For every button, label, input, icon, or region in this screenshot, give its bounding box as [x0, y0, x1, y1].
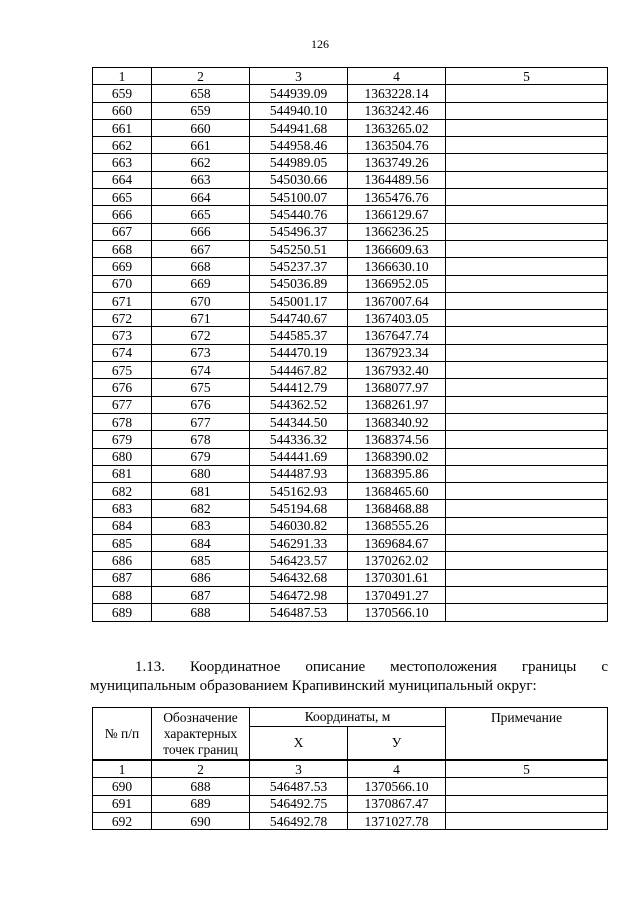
table-row: [93, 206, 608, 223]
table-cell: 1368468.88: [348, 500, 446, 517]
table-cell: 546030.82: [250, 517, 348, 534]
table-row: [93, 795, 608, 812]
table-cell: [446, 569, 608, 586]
table-cell: [446, 812, 608, 829]
table-cell: 545496.37: [250, 223, 348, 240]
table-cell: 672: [93, 310, 152, 327]
table-cell: 546492.78: [250, 812, 348, 829]
table-row: [93, 431, 608, 448]
boundary-coordinates-table: [92, 707, 608, 830]
table-cell: [446, 292, 608, 309]
table-cell: 544940.10: [250, 102, 348, 119]
table-cell: 678: [93, 413, 152, 430]
table-cell: 685: [93, 535, 152, 552]
table-cell: 1364489.56: [348, 171, 446, 188]
column-number-row: [93, 68, 608, 85]
table-cell: 690: [93, 778, 152, 795]
table-row: [93, 344, 608, 361]
table-cell: 544470.19: [250, 344, 348, 361]
table-cell: 1: [93, 68, 152, 85]
table-cell: 667: [152, 240, 250, 257]
table-cell: 1368374.56: [348, 431, 446, 448]
table-row: [93, 119, 608, 136]
header-designation-line: точек границ: [163, 741, 238, 757]
table-cell: 664: [93, 171, 152, 188]
table-row: [93, 586, 608, 603]
table-cell: [446, 85, 608, 102]
table-cell: 688: [152, 604, 250, 621]
table-cell: 4: [348, 68, 446, 85]
table-row: [93, 535, 608, 552]
table-row: [93, 413, 608, 430]
table-cell: [446, 483, 608, 500]
table-cell: 685: [152, 552, 250, 569]
table-cell: [446, 465, 608, 482]
table-cell: 544941.68: [250, 119, 348, 136]
table-cell: [446, 552, 608, 569]
table-cell: 670: [93, 275, 152, 292]
table-row: [93, 258, 608, 275]
table-cell: 665: [93, 189, 152, 206]
table-cell: 1366609.63: [348, 240, 446, 257]
table-row: [93, 275, 608, 292]
table-cell: 1367932.40: [348, 362, 446, 379]
table-cell: 676: [93, 379, 152, 396]
table-cell: 1366630.10: [348, 258, 446, 275]
table-row: [93, 327, 608, 344]
table-cell: 667: [93, 223, 152, 240]
table-row: [93, 448, 608, 465]
table-row: [93, 379, 608, 396]
table-cell: [446, 223, 608, 240]
table-cell: 660: [152, 119, 250, 136]
table-cell: 1371027.78: [348, 812, 446, 829]
table-cell: 544958.46: [250, 137, 348, 154]
table-row: [93, 517, 608, 534]
table-cell: 1366952.05: [348, 275, 446, 292]
table-cell: 677: [152, 413, 250, 430]
table-cell: 684: [152, 535, 250, 552]
table-cell: [446, 396, 608, 413]
table-cell: [446, 379, 608, 396]
table-cell: 688: [93, 586, 152, 603]
table-cell: 673: [152, 344, 250, 361]
table-cell: 679: [152, 448, 250, 465]
table-cell: 544989.05: [250, 154, 348, 171]
table-cell: 681: [152, 483, 250, 500]
table-row: [93, 102, 608, 119]
header-designation-line: характерных: [163, 725, 238, 741]
table-cell: 683: [152, 517, 250, 534]
table-cell: 1363228.14: [348, 85, 446, 102]
table-cell: 1: [93, 760, 152, 778]
table-cell: 1370867.47: [348, 795, 446, 812]
table-row: [93, 604, 608, 621]
header-designation: [152, 708, 250, 761]
table-cell: 544740.67: [250, 310, 348, 327]
section-paragraph: [90, 658, 608, 696]
table-cell: 1367647.74: [348, 327, 446, 344]
table-cell: 5: [446, 760, 608, 778]
table-cell: 671: [152, 310, 250, 327]
table-cell: 5: [446, 68, 608, 85]
table-cell: 1370566.10: [348, 604, 446, 621]
table-row: [93, 85, 608, 102]
table-cell: 673: [93, 327, 152, 344]
table-cell: 1366236.25: [348, 223, 446, 240]
header-designation-line: Обозначение: [163, 709, 238, 725]
table-row: [93, 154, 608, 171]
table-cell: 545100.07: [250, 189, 348, 206]
table-row: [93, 362, 608, 379]
table-cell: 678: [152, 431, 250, 448]
table-cell: 546291.33: [250, 535, 348, 552]
table-cell: 688: [152, 778, 250, 795]
section-word: границы: [521, 659, 577, 675]
table-cell: 679: [93, 431, 152, 448]
page-number: 126: [311, 37, 329, 51]
table-cell: 689: [152, 795, 250, 812]
table-cell: 1370301.61: [348, 569, 446, 586]
table-cell: 544467.82: [250, 362, 348, 379]
table-cell: [446, 362, 608, 379]
table-cell: 661: [152, 137, 250, 154]
table-cell: 689: [93, 604, 152, 621]
table-row: [93, 310, 608, 327]
table-cell: 675: [93, 362, 152, 379]
table-cell: [446, 500, 608, 517]
table-cell: [446, 517, 608, 534]
table-cell: 2: [152, 760, 250, 778]
table-cell: 544344.50: [250, 413, 348, 430]
table-cell: 674: [152, 362, 250, 379]
section-text-line2: муниципальным образованием Крапивинский муниципальный округ:: [90, 678, 537, 694]
table-cell: 674: [93, 344, 152, 361]
table-cell: 546423.57: [250, 552, 348, 569]
table-cell: 546472.98: [250, 586, 348, 603]
table-cell: 545001.17: [250, 292, 348, 309]
header-row: [93, 708, 608, 727]
header-x: X: [250, 727, 348, 761]
table-cell: [446, 344, 608, 361]
table-row: [93, 171, 608, 188]
table-cell: 661: [93, 119, 152, 136]
table-cell: 1367007.64: [348, 292, 446, 309]
table-row: [93, 812, 608, 829]
table-row: [93, 396, 608, 413]
table-cell: 1369684.67: [348, 535, 446, 552]
table-row: [93, 552, 608, 569]
table-cell: 546492.75: [250, 795, 348, 812]
table-cell: 668: [152, 258, 250, 275]
table-cell: 669: [93, 258, 152, 275]
table-cell: 1363504.76: [348, 137, 446, 154]
table-cell: [446, 778, 608, 795]
table-cell: 659: [152, 102, 250, 119]
table-cell: 1363242.46: [348, 102, 446, 119]
table-cell: 1368261.97: [348, 396, 446, 413]
table-cell: 687: [93, 569, 152, 586]
table-cell: 1368555.26: [348, 517, 446, 534]
table-cell: [446, 275, 608, 292]
table-cell: 691: [93, 795, 152, 812]
table-cell: 545036.89: [250, 275, 348, 292]
table-row: [93, 778, 608, 795]
table-cell: [446, 413, 608, 430]
table-cell: 4: [348, 760, 446, 778]
table-row: [93, 240, 608, 257]
table-cell: 2: [152, 68, 250, 85]
table-cell: 659: [93, 85, 152, 102]
section-heading-line: [90, 658, 608, 677]
table-cell: 684: [93, 517, 152, 534]
table-cell: 544412.79: [250, 379, 348, 396]
table-cell: 3: [250, 68, 348, 85]
table-cell: 1370566.10: [348, 778, 446, 795]
table-cell: 1368077.97: [348, 379, 446, 396]
table-cell: 663: [152, 171, 250, 188]
table-cell: 681: [93, 465, 152, 482]
table-cell: 1367923.34: [348, 344, 446, 361]
header-note: Примечание: [446, 708, 608, 761]
table-cell: 545030.66: [250, 171, 348, 188]
header-y: У: [348, 727, 446, 761]
table-cell: 544585.37: [250, 327, 348, 344]
table-cell: 545440.76: [250, 206, 348, 223]
table-cell: 669: [152, 275, 250, 292]
table-cell: 546487.53: [250, 604, 348, 621]
table-cell: 544362.52: [250, 396, 348, 413]
table-cell: 662: [93, 137, 152, 154]
table-cell: 1365476.76: [348, 189, 446, 206]
coordinates-table: [92, 67, 608, 622]
table-row: [93, 223, 608, 240]
table-cell: 544939.09: [250, 85, 348, 102]
table-cell: [446, 240, 608, 257]
table-cell: 668: [93, 240, 152, 257]
table-cell: 1367403.05: [348, 310, 446, 327]
table-cell: 545237.37: [250, 258, 348, 275]
table-cell: 544487.93: [250, 465, 348, 482]
table-cell: 677: [93, 396, 152, 413]
table-row: [93, 189, 608, 206]
table-cell: 682: [152, 500, 250, 517]
table-cell: 544441.69: [250, 448, 348, 465]
table-cell: 675: [152, 379, 250, 396]
table-cell: 664: [152, 189, 250, 206]
table-cell: 1368465.60: [348, 483, 446, 500]
table-cell: 683: [93, 500, 152, 517]
table-cell: 680: [93, 448, 152, 465]
table-row: [93, 137, 608, 154]
table-cell: [446, 310, 608, 327]
table-cell: 545162.93: [250, 483, 348, 500]
table-cell: 665: [152, 206, 250, 223]
table-cell: 1368395.86: [348, 465, 446, 482]
table-cell: 1363265.02: [348, 119, 446, 136]
table-cell: [446, 586, 608, 603]
table-cell: 1370491.27: [348, 586, 446, 603]
table-cell: [446, 119, 608, 136]
table-cell: 546487.53: [250, 778, 348, 795]
table-cell: 686: [152, 569, 250, 586]
table-cell: 1368340.92: [348, 413, 446, 430]
table-cell: 671: [93, 292, 152, 309]
table-cell: 676: [152, 396, 250, 413]
column-number-row: [93, 760, 608, 778]
table-cell: 658: [152, 85, 250, 102]
table-cell: 1368390.02: [348, 448, 446, 465]
header-num: № п/п: [93, 708, 152, 761]
table-cell: 672: [152, 327, 250, 344]
table-cell: 680: [152, 465, 250, 482]
table-cell: 545194.68: [250, 500, 348, 517]
table-cell: 687: [152, 586, 250, 603]
table-cell: 662: [152, 154, 250, 171]
table-cell: [446, 137, 608, 154]
table-cell: 660: [93, 102, 152, 119]
table-row: [93, 569, 608, 586]
table-row: [93, 500, 608, 517]
section-word: описание: [305, 659, 366, 675]
table-cell: [446, 535, 608, 552]
table-cell: 1370262.02: [348, 552, 446, 569]
section-word: местоположения: [390, 659, 497, 675]
table-cell: [446, 258, 608, 275]
table-cell: [446, 431, 608, 448]
table-cell: 670: [152, 292, 250, 309]
table-cell: 1366129.67: [348, 206, 446, 223]
table-cell: 3: [250, 760, 348, 778]
section-word: с: [601, 659, 608, 675]
table-row: [93, 483, 608, 500]
table-cell: [446, 154, 608, 171]
table-cell: [446, 448, 608, 465]
header-coordinates: Координаты, м: [250, 708, 446, 727]
table-cell: 692: [93, 812, 152, 829]
table-cell: [446, 795, 608, 812]
table-cell: 544336.32: [250, 431, 348, 448]
table-cell: 682: [93, 483, 152, 500]
table-cell: [446, 171, 608, 188]
table-row: [93, 465, 608, 482]
table-cell: 686: [93, 552, 152, 569]
section-number: 1.13.: [135, 659, 165, 675]
table-cell: 546432.68: [250, 569, 348, 586]
table-row: [93, 292, 608, 309]
table-cell: 1363749.26: [348, 154, 446, 171]
table-cell: [446, 604, 608, 621]
table-cell: 545250.51: [250, 240, 348, 257]
table-cell: 666: [152, 223, 250, 240]
table-cell: 690: [152, 812, 250, 829]
table-cell: [446, 102, 608, 119]
table-cell: [446, 189, 608, 206]
table-cell: [446, 206, 608, 223]
table-cell: 663: [93, 154, 152, 171]
table-cell: 666: [93, 206, 152, 223]
section-word: Координатное: [189, 659, 281, 675]
table-cell: [446, 327, 608, 344]
